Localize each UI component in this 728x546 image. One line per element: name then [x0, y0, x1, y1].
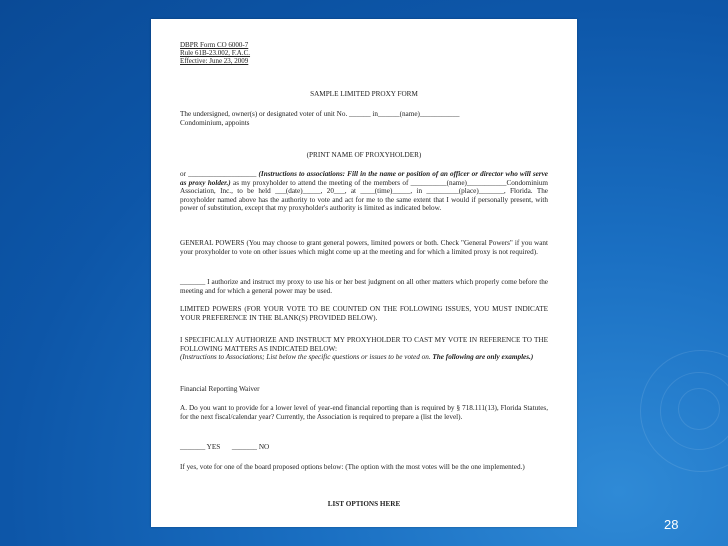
- authorize-general: _______ I authorize and instruct my proxy to use his or her best judgment on all other matters which properly come before the meeting and for which a general power may be used.: [180, 278, 548, 295]
- intro-line-1: The undersigned, owner(s) or designated voter of unit No. ______ in______(name)___________: [180, 110, 460, 118]
- rule-number: Rule 61B-23.002, F.A.C.: [180, 49, 251, 58]
- form-header: [180, 41, 250, 66]
- following-examples: The following are only examples.): [432, 353, 534, 362]
- yes-no-row: [180, 443, 548, 452]
- yes-option: _______ YES: [180, 443, 221, 451]
- appointment-paragraph: [180, 170, 548, 213]
- form-number: DBPR Form CO 6000-7: [180, 41, 249, 49]
- question-a: A. Do you want to provide for a lower level of year-end financial reporting than is required by § 718.111(13), Florida Statutes, for the next fiscal/calendar year? Currently, the Association is required to prepare a (list the level).: [180, 404, 548, 421]
- general-powers: GENERAL POWERS (You may choose to grant general powers, limited powers or both. Check "General Powers" if you want your proxyholder to vote on other issues which might come up at the meeting and for which a limited proxy is not required).: [180, 239, 548, 256]
- or-blank: or ___________________: [180, 170, 257, 178]
- appoint-text: as my proxyholder to attend the meeting of the members of __________(name)___________Condominium Association, Inc., to be held ___(date)_____, 20___, at ____(time)_____, in _________(place)_______, Florida. The proxyholder named above has the authority to vote and act for me to the same extent that I would if personally present, with power of substitution, except that my proxyholder's authority is limited as indicated below.: [180, 178, 549, 213]
- if-yes-text: If yes, vote for one of the board proposed options below: (The option with the most votes will be the one implemented.): [180, 463, 525, 471]
- ripple-3: [678, 388, 720, 430]
- specific-authorization: [180, 336, 548, 362]
- intro-line-2: Condominium, appoints: [180, 118, 250, 127]
- proxyholder-label: (PRINT NAME OF PROXYHOLDER): [306, 151, 422, 159]
- specifically-authorize: I SPECIFICALLY AUTHORIZE AND INSTRUCT MY PROXYHOLDER TO CAST MY VOTE IN REFERENCE TO THE FOLLOWING MATTERS AS INDICATED BELOW:: [180, 336, 548, 353]
- list-options: LIST OPTIONS HERE: [327, 500, 401, 508]
- intro-paragraph: [180, 110, 548, 127]
- limited-powers: LIMITED POWERS (FOR YOUR VOTE TO BE COUNTED ON THE FOLLOWING ISSUES, YOU MUST INDICATE YOUR PREFERENCE IN THE BLANK(S) PROVIDED BELOW).: [180, 305, 548, 322]
- effective-date: Effective: June 23, 2009: [180, 57, 249, 66]
- form-title: SAMPLE LIMITED PROXY FORM: [310, 90, 418, 98]
- slide-number: 28: [664, 517, 679, 532]
- instructions-inline: (Instructions to associations: Fill in the name or position of an officer or director who will serve as proxy holder.): [180, 170, 548, 187]
- financial-heading: Financial Reporting Waiver: [180, 385, 260, 393]
- document-page: [151, 19, 577, 527]
- instructions-list: (Instructions to Associations; List below the specific questions or issues to be voted on.: [180, 353, 431, 362]
- no-option: _______ NO: [231, 443, 270, 451]
